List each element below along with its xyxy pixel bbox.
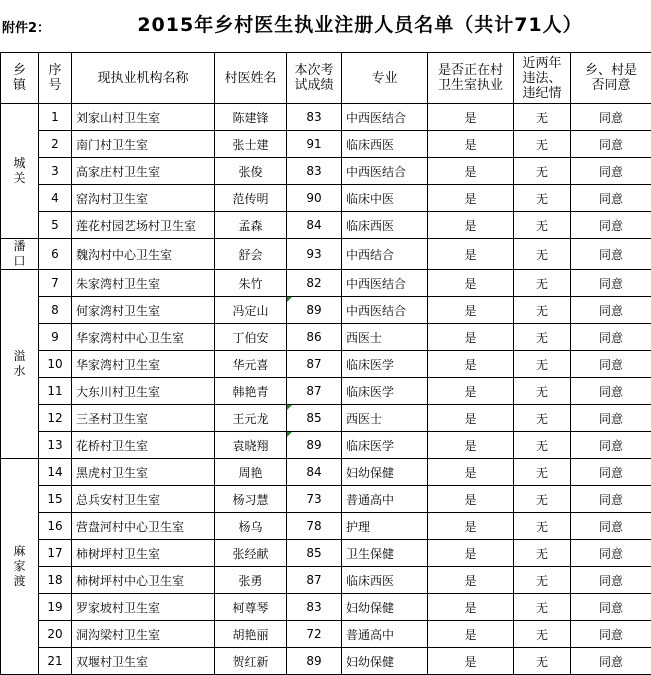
row-number-cell[interactable]: 12 xyxy=(39,405,72,432)
working-status-cell[interactable]: 是 xyxy=(428,459,514,486)
violation-status-cell[interactable]: 无 xyxy=(514,297,571,324)
doctor-name-cell[interactable]: 胡艳丽 xyxy=(215,621,287,648)
table-row xyxy=(1,104,651,131)
violation-status-cell[interactable]: 无 xyxy=(514,486,571,513)
table-row xyxy=(1,405,651,432)
major-cell[interactable]: 临床医学 xyxy=(342,378,428,405)
violation-status-cell[interactable]: 无 xyxy=(514,239,571,270)
agree-status-cell[interactable]: 同意 xyxy=(571,104,651,131)
major-cell[interactable]: 临床西医 xyxy=(342,212,428,239)
violation-status-cell[interactable]: 无 xyxy=(514,648,571,675)
working-status-cell[interactable]: 是 xyxy=(428,432,514,459)
doctor-name-cell[interactable]: 张俊 xyxy=(215,158,287,185)
major-cell[interactable]: 普通高中 xyxy=(342,621,428,648)
agree-status-cell[interactable]: 同意 xyxy=(571,648,651,675)
violation-status-cell[interactable]: 无 xyxy=(514,185,571,212)
header-major[interactable]: 专业 xyxy=(342,53,428,104)
exam-score-cell[interactable]: 78 xyxy=(287,513,342,540)
major-cell[interactable]: 中西医结合 xyxy=(342,270,428,297)
row-number-cell[interactable]: 18 xyxy=(39,567,72,594)
working-status-cell[interactable]: 是 xyxy=(428,297,514,324)
org-name-cell[interactable]: 黑虎村卫生室 xyxy=(72,459,215,486)
header-row xyxy=(1,53,651,104)
violation-status-cell[interactable]: 无 xyxy=(514,351,571,378)
exam-score-cell[interactable]: 73 xyxy=(287,486,342,513)
violation-status-cell[interactable]: 无 xyxy=(514,540,571,567)
major-cell[interactable]: 临床医学 xyxy=(342,432,428,459)
working-status-cell[interactable]: 是 xyxy=(428,212,514,239)
working-status-cell[interactable]: 是 xyxy=(428,185,514,212)
table-row xyxy=(1,297,651,324)
violation-status-cell[interactable]: 无 xyxy=(514,131,571,158)
major-cell[interactable]: 卫生保健 xyxy=(342,540,428,567)
row-number-cell[interactable]: 21 xyxy=(39,648,72,675)
org-name-cell[interactable]: 大东川村卫生室 xyxy=(72,378,215,405)
exam-score-cell[interactable]: 84 xyxy=(287,212,342,239)
page-title: 2015年乡村医生执业注册人员名单（共计71人） xyxy=(80,10,640,37)
working-status-cell[interactable]: 是 xyxy=(428,486,514,513)
table-row xyxy=(1,239,651,270)
violation-status-cell[interactable]: 无 xyxy=(514,405,571,432)
working-status-cell[interactable]: 是 xyxy=(428,567,514,594)
org-name-cell[interactable]: 刘家山村卫生室 xyxy=(72,104,215,131)
row-number-cell[interactable]: 16 xyxy=(39,513,72,540)
violation-status-cell[interactable]: 无 xyxy=(514,104,571,131)
major-cell[interactable]: 护理 xyxy=(342,513,428,540)
violation-status-cell[interactable]: 无 xyxy=(514,378,571,405)
working-status-cell[interactable]: 是 xyxy=(428,131,514,158)
exam-score-cell[interactable]: 89 xyxy=(287,648,342,675)
row-number-cell[interactable]: 1 xyxy=(39,104,72,131)
row-number-cell[interactable]: 10 xyxy=(39,351,72,378)
exam-score-cell[interactable]: 93 xyxy=(287,239,342,270)
major-cell[interactable]: 中西医结合 xyxy=(342,104,428,131)
table-row xyxy=(1,270,651,297)
town-cell[interactable]: 城 关 xyxy=(1,104,39,239)
org-name-cell[interactable]: 双堰村卫生室 xyxy=(72,648,215,675)
working-status-cell[interactable]: 是 xyxy=(428,513,514,540)
agree-status-cell[interactable]: 同意 xyxy=(571,486,651,513)
major-cell[interactable]: 妇幼保健 xyxy=(342,459,428,486)
working-status-cell[interactable]: 是 xyxy=(428,540,514,567)
working-status-cell[interactable]: 是 xyxy=(428,621,514,648)
table-row xyxy=(1,432,651,459)
header-working[interactable]: 是否正在村 卫生室执业 xyxy=(428,53,514,104)
org-name-cell[interactable]: 洞沟梁村卫生室 xyxy=(72,621,215,648)
major-cell[interactable]: 妇幼保健 xyxy=(342,648,428,675)
violation-status-cell[interactable]: 无 xyxy=(514,270,571,297)
major-cell[interactable]: 中西结合 xyxy=(342,239,428,270)
agree-status-cell[interactable]: 同意 xyxy=(571,351,651,378)
row-number-cell[interactable]: 4 xyxy=(39,185,72,212)
major-cell[interactable]: 临床西医 xyxy=(342,131,428,158)
agree-status-cell[interactable]: 同意 xyxy=(571,459,651,486)
org-name-cell[interactable]: 南门村卫生室 xyxy=(72,131,215,158)
agree-status-cell[interactable]: 同意 xyxy=(571,540,651,567)
table-row xyxy=(1,378,651,405)
major-cell[interactable]: 普通高中 xyxy=(342,486,428,513)
row-number-cell[interactable]: 17 xyxy=(39,540,72,567)
org-name-cell[interactable]: 三圣村卫生室 xyxy=(72,405,215,432)
agree-status-cell[interactable]: 同意 xyxy=(571,212,651,239)
exam-score-cell[interactable]: 83 xyxy=(287,158,342,185)
row-number-cell[interactable]: 3 xyxy=(39,158,72,185)
agree-status-cell[interactable]: 同意 xyxy=(571,324,651,351)
org-name-cell[interactable]: 何家湾村卫生室 xyxy=(72,297,215,324)
table-row xyxy=(1,324,651,351)
table-row xyxy=(1,212,651,239)
row-number-cell[interactable]: 15 xyxy=(39,486,72,513)
exam-score-cell[interactable]: 83 xyxy=(287,104,342,131)
table-row xyxy=(1,513,651,540)
table-row xyxy=(1,594,651,621)
agree-status-cell[interactable]: 同意 xyxy=(571,513,651,540)
working-status-cell[interactable]: 是 xyxy=(428,648,514,675)
exam-score-cell[interactable]: 89 xyxy=(287,432,342,459)
row-number-cell[interactable]: 2 xyxy=(39,131,72,158)
violation-status-cell[interactable]: 无 xyxy=(514,621,571,648)
row-number-cell[interactable]: 14 xyxy=(39,459,72,486)
table-row xyxy=(1,567,651,594)
row-number-cell[interactable]: 7 xyxy=(39,270,72,297)
org-name-cell[interactable]: 柿树坪村中心卫生室 xyxy=(72,567,215,594)
working-status-cell[interactable]: 是 xyxy=(428,351,514,378)
agree-status-cell[interactable]: 同意 xyxy=(571,131,651,158)
agree-status-cell[interactable]: 同意 xyxy=(571,239,651,270)
major-cell[interactable]: 西医士 xyxy=(342,405,428,432)
roster-table xyxy=(0,52,651,675)
major-cell[interactable]: 临床中医 xyxy=(342,185,428,212)
header-name[interactable]: 村医姓名 xyxy=(215,53,287,104)
agree-status-cell[interactable]: 同意 xyxy=(571,185,651,212)
header-score[interactable]: 本次考 试成绩 xyxy=(287,53,342,104)
org-name-cell[interactable]: 华家湾村卫生室 xyxy=(72,351,215,378)
row-number-cell[interactable]: 13 xyxy=(39,432,72,459)
major-cell[interactable]: 中西医结合 xyxy=(342,297,428,324)
major-cell[interactable]: 妇幼保健 xyxy=(342,594,428,621)
table-body xyxy=(1,104,651,675)
doctor-name-cell[interactable]: 舒会 xyxy=(215,239,287,270)
doctor-name-cell[interactable]: 韩艳青 xyxy=(215,378,287,405)
org-name-cell[interactable]: 柿树坪村卫生室 xyxy=(72,540,215,567)
agree-status-cell[interactable]: 同意 xyxy=(571,405,651,432)
working-status-cell[interactable]: 是 xyxy=(428,104,514,131)
exam-score-cell[interactable]: 85 xyxy=(287,405,342,432)
major-cell[interactable]: 临床西医 xyxy=(342,567,428,594)
header-agree[interactable]: 乡、村是 否同意 xyxy=(571,53,651,104)
doctor-name-cell[interactable]: 冯定山 xyxy=(215,297,287,324)
doctor-name-cell[interactable]: 袁晓翔 xyxy=(215,432,287,459)
org-name-cell[interactable]: 高家庄村卫生室 xyxy=(72,158,215,185)
doctor-name-cell[interactable]: 王元龙 xyxy=(215,405,287,432)
doctor-name-cell[interactable]: 周艳 xyxy=(215,459,287,486)
exam-score-cell[interactable]: 87 xyxy=(287,378,342,405)
exam-score-cell[interactable]: 82 xyxy=(287,270,342,297)
row-number-cell[interactable]: 9 xyxy=(39,324,72,351)
exam-score-cell[interactable]: 87 xyxy=(287,351,342,378)
exam-score-cell[interactable]: 91 xyxy=(287,131,342,158)
exam-score-cell[interactable]: 85 xyxy=(287,540,342,567)
org-name-cell[interactable]: 窑沟村卫生室 xyxy=(72,185,215,212)
org-name-cell[interactable]: 魏沟村中心卫生室 xyxy=(72,239,215,270)
org-name-cell[interactable]: 莲花村园艺场村卫生室 xyxy=(72,212,215,239)
violation-status-cell[interactable]: 无 xyxy=(514,594,571,621)
violation-status-cell[interactable]: 无 xyxy=(514,459,571,486)
table-row xyxy=(1,486,651,513)
working-status-cell[interactable]: 是 xyxy=(428,594,514,621)
exam-score-cell[interactable]: 84 xyxy=(287,459,342,486)
violation-status-cell[interactable]: 无 xyxy=(514,513,571,540)
agree-status-cell[interactable]: 同意 xyxy=(571,270,651,297)
org-name-cell[interactable]: 营盘河村中心卫生室 xyxy=(72,513,215,540)
violation-status-cell[interactable]: 无 xyxy=(514,567,571,594)
doctor-name-cell[interactable]: 柯尊琴 xyxy=(215,594,287,621)
major-cell[interactable]: 临床医学 xyxy=(342,351,428,378)
agree-status-cell[interactable]: 同意 xyxy=(571,158,651,185)
org-name-cell[interactable]: 总兵安村卫生室 xyxy=(72,486,215,513)
exam-score-cell[interactable]: 83 xyxy=(287,594,342,621)
row-number-cell[interactable]: 8 xyxy=(39,297,72,324)
doctor-name-cell[interactable]: 朱竹 xyxy=(215,270,287,297)
header-violation[interactable]: 近两年 违法、 违纪情 xyxy=(514,53,571,104)
header-no[interactable]: 序 号 xyxy=(39,53,72,104)
table-row xyxy=(1,459,651,486)
row-number-cell[interactable]: 11 xyxy=(39,378,72,405)
exam-score-cell[interactable]: 72 xyxy=(287,621,342,648)
violation-status-cell[interactable]: 无 xyxy=(514,212,571,239)
header-town[interactable]: 乡 镇 xyxy=(1,53,39,104)
working-status-cell[interactable]: 是 xyxy=(428,239,514,270)
doctor-name-cell[interactable]: 贺红新 xyxy=(215,648,287,675)
major-cell[interactable]: 中西医结合 xyxy=(342,158,428,185)
agree-status-cell[interactable]: 同意 xyxy=(571,432,651,459)
agree-status-cell[interactable]: 同意 xyxy=(571,297,651,324)
violation-status-cell[interactable]: 无 xyxy=(514,432,571,459)
agree-status-cell[interactable]: 同意 xyxy=(571,567,651,594)
org-name-cell[interactable]: 花桥村卫生室 xyxy=(72,432,215,459)
row-number-cell[interactable]: 6 xyxy=(39,239,72,270)
working-status-cell[interactable]: 是 xyxy=(428,378,514,405)
agree-status-cell[interactable]: 同意 xyxy=(571,621,651,648)
major-cell[interactable]: 西医士 xyxy=(342,324,428,351)
doctor-name-cell[interactable]: 张经献 xyxy=(215,540,287,567)
working-status-cell[interactable]: 是 xyxy=(428,270,514,297)
exam-score-cell[interactable]: 89 xyxy=(287,297,342,324)
attachment-label: 附件2： xyxy=(2,17,50,36)
town-cell[interactable]: 溢 水 xyxy=(1,270,39,459)
org-name-cell[interactable]: 朱家湾村卫生室 xyxy=(72,270,215,297)
doctor-name-cell[interactable]: 张勇 xyxy=(215,567,287,594)
exam-score-cell[interactable]: 86 xyxy=(287,324,342,351)
exam-score-cell[interactable]: 87 xyxy=(287,567,342,594)
town-cell[interactable]: 麻 家 渡 xyxy=(1,459,39,675)
doctor-name-cell[interactable]: 杨乌 xyxy=(215,513,287,540)
agree-status-cell[interactable]: 同意 xyxy=(571,594,651,621)
working-status-cell[interactable]: 是 xyxy=(428,158,514,185)
doctor-name-cell[interactable]: 丁伯安 xyxy=(215,324,287,351)
doctor-name-cell[interactable]: 陈建锋 xyxy=(215,104,287,131)
table-row xyxy=(1,621,651,648)
row-number-cell[interactable]: 5 xyxy=(39,212,72,239)
doctor-name-cell[interactable]: 张士建 xyxy=(215,131,287,158)
table-row xyxy=(1,648,651,675)
doctor-name-cell[interactable]: 华元喜 xyxy=(215,351,287,378)
working-status-cell[interactable]: 是 xyxy=(428,324,514,351)
town-cell[interactable]: 潘 口 xyxy=(1,239,39,270)
table-row xyxy=(1,158,651,185)
working-status-cell[interactable]: 是 xyxy=(428,405,514,432)
row-number-cell[interactable]: 20 xyxy=(39,621,72,648)
agree-status-cell[interactable]: 同意 xyxy=(571,378,651,405)
title-bar xyxy=(0,0,651,52)
org-name-cell[interactable]: 华家湾村中心卫生室 xyxy=(72,324,215,351)
table-row xyxy=(1,131,651,158)
table-row xyxy=(1,351,651,378)
row-number-cell[interactable]: 19 xyxy=(39,594,72,621)
doctor-name-cell[interactable]: 范传明 xyxy=(215,185,287,212)
header-org[interactable]: 现执业机构名称 xyxy=(72,53,215,104)
doctor-name-cell[interactable]: 孟森 xyxy=(215,212,287,239)
exam-score-cell[interactable]: 90 xyxy=(287,185,342,212)
violation-status-cell[interactable]: 无 xyxy=(514,158,571,185)
org-name-cell[interactable]: 罗家坡村卫生室 xyxy=(72,594,215,621)
doctor-name-cell[interactable]: 杨习慧 xyxy=(215,486,287,513)
violation-status-cell[interactable]: 无 xyxy=(514,324,571,351)
table-row xyxy=(1,540,651,567)
table-row xyxy=(1,185,651,212)
